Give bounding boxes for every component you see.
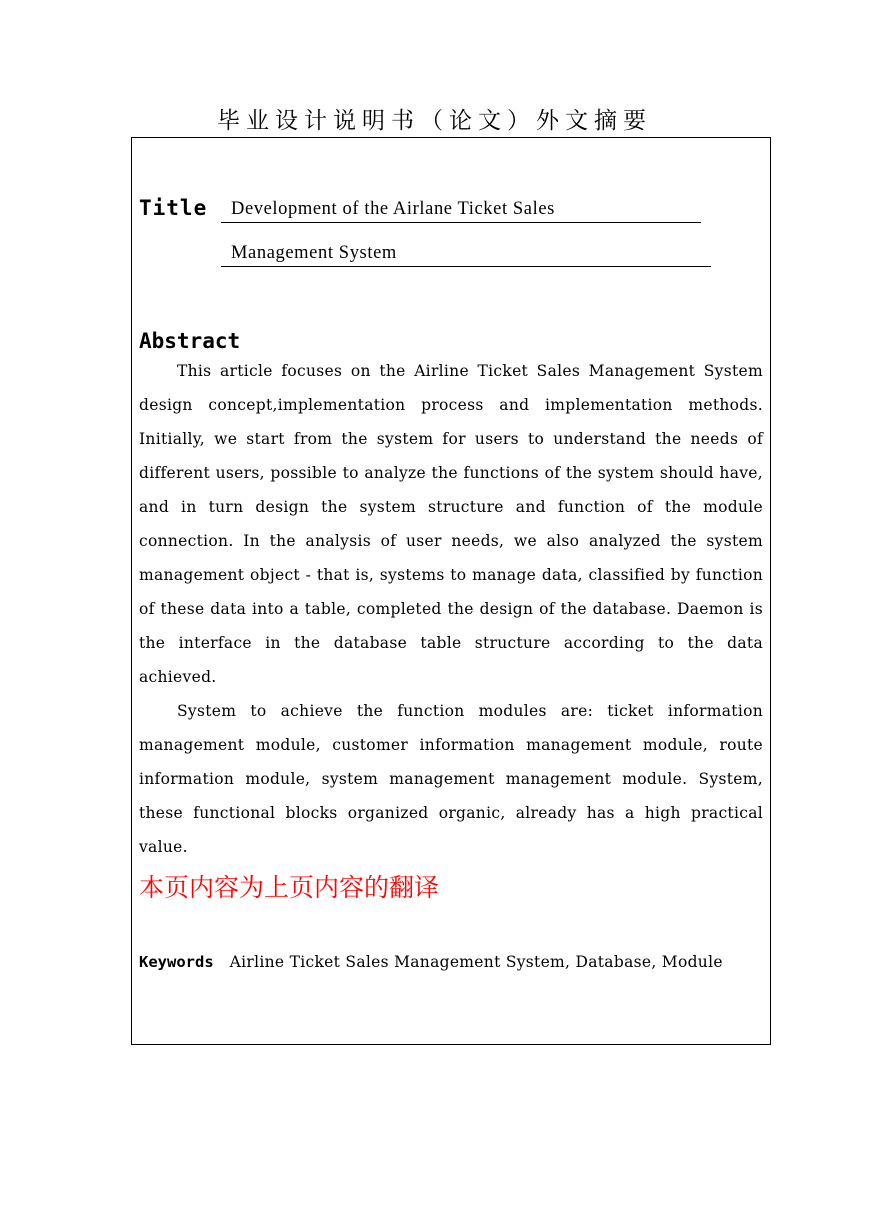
keywords-row <box>139 948 769 976</box>
keywords-text: Airline Ticket Sales Management System, Database, Module <box>229 953 723 971</box>
title-label: Title <box>139 196 208 220</box>
translation-note: 本页内容为上页内容的翻译 <box>139 873 440 902</box>
keywords-label: Keywords <box>139 953 214 971</box>
abstract-paragraph: System to achieve the function modules are: ticket information management module, customer information management module, route information module, system management management module. System, these functional blocks organized organic, already has a high practical value. <box>139 702 763 856</box>
title-line-1: Development of the Airlane Ticket Sales <box>221 195 701 223</box>
abstract-body <box>139 354 763 864</box>
title-line-2: Management System <box>221 239 711 267</box>
abstract-paragraph: This article focuses on the Airline Ticket Sales Management System design concept,implementation process and implementation methods. Initially, we start from the system for users to understand the needs of different users, possible to analyze the functions of the system should have, and in turn design the system structure and function of the module connection. In the analysis of user needs, we also analyzed the system management object - that is, systems to manage data, classified by function of these data into a table, completed the design of the database. Daemon is the interface in the database table structure according to the data achieved. <box>139 362 763 686</box>
abstract-heading: Abstract <box>139 329 241 353</box>
page-heading: 毕业设计说明书（论文）外文摘要 <box>217 108 652 134</box>
